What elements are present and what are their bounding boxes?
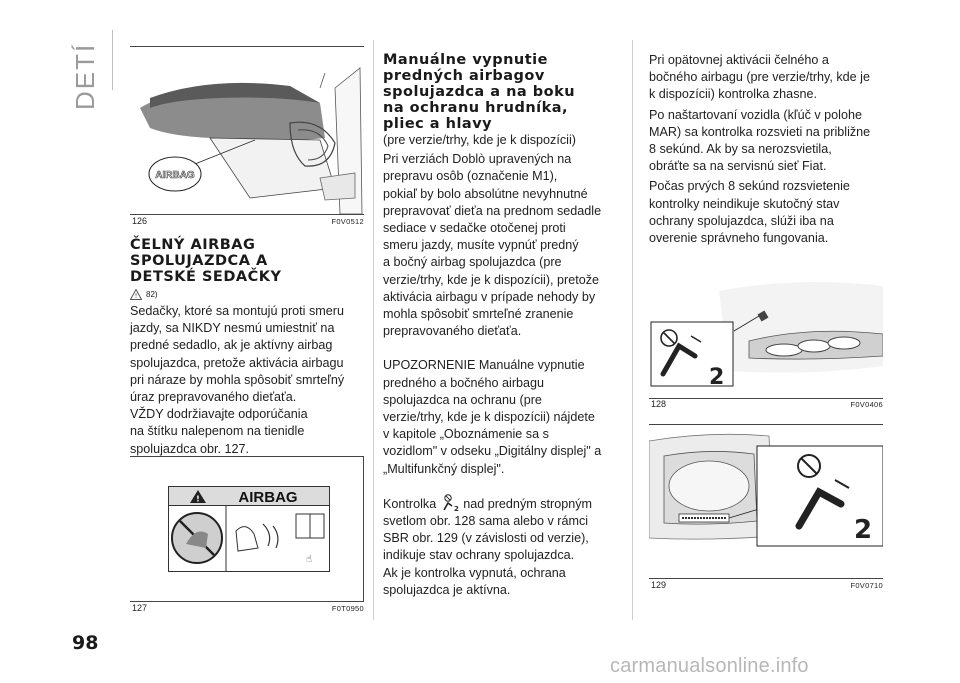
text-line: kontrolky neindikuje skutočný stav	[649, 196, 840, 211]
figure-129	[649, 424, 883, 594]
dashboard-illustration	[130, 48, 364, 214]
text-line: verzie/trhy, kde je k dispozícii) nájdete	[383, 410, 595, 425]
svg-text:2: 2	[453, 504, 459, 512]
section-heading	[383, 52, 621, 132]
text-line: pri náraze by mohla spôsobiť smrteľný	[130, 372, 345, 387]
text-line: mohla spôsobiť smrteľné zranenie	[383, 307, 574, 322]
figure-code: F0V0512	[331, 217, 364, 226]
text-line: Pri opätovnej aktivácii čelného a	[649, 53, 829, 67]
paragraph	[649, 52, 881, 104]
text-line: prepravovať dieťa na prednom sedadle	[383, 203, 602, 218]
figure-number: 126	[132, 216, 148, 226]
warning-ref-number: 82)	[146, 290, 158, 299]
text-line: obráťte sa na servisnú sieť Fiat.	[649, 159, 827, 174]
heading-line: SPOLUJAZDCA A	[130, 253, 268, 269]
text-line: úraz prepravovaného dieťaťa.	[130, 390, 297, 405]
tab-divider	[112, 30, 113, 90]
text-line: 8 sekúnd. Ak by sa nerozsvietila,	[649, 142, 832, 157]
paragraph	[130, 303, 362, 406]
text-line: Sedačky, ktoré sa montujú proti smeru	[130, 304, 344, 318]
section-tab	[52, 30, 112, 110]
paragraph	[383, 151, 621, 340]
paragraph	[383, 357, 621, 477]
text-line: v kapitole „Oboznámenie sa s	[383, 427, 549, 442]
page-number: 98	[72, 632, 99, 654]
text-line: predné sedadlo, ak je aktívny airbag	[130, 338, 333, 353]
text-line: UPOZORNENIE Manuálne vypnutie	[383, 358, 585, 373]
column-divider	[373, 40, 374, 620]
airbag-warning-label	[168, 486, 330, 572]
text-line: spolujazdca, pretože aktivácia airbagu	[130, 355, 344, 370]
figure-number: 128	[651, 399, 667, 409]
figure-128	[649, 246, 883, 412]
text-line: sediace v sedačke otočenej proti	[383, 221, 566, 236]
text-line: prepravu osôb (označenie M1),	[383, 169, 558, 184]
overhead-light-illustration	[649, 246, 883, 398]
text-line: SBR obr. 129 (v závislosti od verzie),	[383, 531, 589, 546]
text-line: Po naštartovaní vozidla (kľúč v polohe	[649, 107, 862, 122]
figure-code: F0V0710	[850, 581, 883, 590]
paragraph	[130, 406, 362, 458]
paragraph	[383, 132, 621, 149]
heading-line: na ochranu hrudníka,	[383, 100, 569, 116]
warning-reference	[130, 289, 362, 300]
figure-127	[130, 456, 364, 618]
text-line: indikuje stav ochrany spolujazdca.	[383, 548, 575, 563]
text-line: na štítku nalepenom na tienidle	[130, 424, 305, 439]
heading-line: Manuálne vypnutie	[383, 52, 548, 68]
heading-line: ČELNÝ AIRBAG	[130, 237, 256, 253]
sbr-display-illustration	[649, 426, 883, 578]
text-line: spolujazdca obr. 127.	[130, 441, 250, 456]
text-line: vozidlom" v odseku „Digitálny displej" a	[383, 444, 602, 459]
text-line: prepravovaného dieťaťa.	[383, 324, 522, 339]
figure-128-digit: 2	[709, 365, 725, 390]
text-line: bočného airbagu (pre verzie/trhy, kde je	[649, 70, 870, 85]
text-line: Ak je kontrolka vypnutá, ochrana	[383, 565, 566, 580]
text-line: Kontrolka	[383, 496, 437, 511]
text-line: VŽDY dodržiavajte odporúčania	[130, 407, 308, 422]
paragraph	[383, 494, 621, 599]
warning-triangle-icon	[130, 289, 142, 300]
text-line: svetlom obr. 128 sama alebo v rámci	[383, 514, 589, 529]
text-line: spolujazdca na ochranu (pre	[383, 392, 542, 407]
svg-text:☝: ☝	[306, 554, 313, 565]
text-line: a bočný airbag spolujazdca (pre	[383, 255, 562, 270]
figure-code: F0V0406	[850, 400, 883, 409]
airbag-off-warning-icon	[440, 494, 460, 512]
figure-number: 127	[132, 603, 148, 613]
text-line: pokiaľ by bolo absolútne nevyhnutné	[383, 186, 588, 201]
svg-text:!: !	[134, 292, 138, 300]
text-line: predného a bočného airbagu	[383, 375, 545, 390]
figure-129-digit: 2	[854, 515, 873, 545]
text-line: (pre verzie/trhy, kde je k dispozícii)	[383, 133, 576, 147]
column-divider	[632, 40, 633, 620]
text-line: smeru jazdy, musíte vypnúť predný	[383, 238, 579, 253]
section-heading	[130, 237, 362, 285]
watermark: carmanualsonline.info	[610, 655, 809, 677]
figure-code: F0T0950	[331, 604, 364, 613]
text-line: aktivácia airbagu v prípade nehody by	[383, 289, 596, 304]
text-line: k dispozícii) kontrolka zhasne.	[649, 87, 817, 102]
heading-line: spolujazdca a na boku	[383, 84, 576, 100]
text-line: „Multifunkčný displej".	[383, 461, 505, 476]
text-line: jazdy, sa NIKDY nesmú umiestniť na	[130, 321, 335, 336]
figure-126-badge: AIRBAG	[155, 170, 195, 181]
text-line: nad predným stropným	[463, 496, 593, 511]
heading-line: DETSKÉ SEDAČKY	[130, 269, 282, 285]
label-title: AIRBAG	[238, 489, 298, 506]
section-tab-label: DETÍ	[70, 42, 100, 110]
figure-number: 129	[651, 580, 667, 590]
text-line: overenie správneho fungovania.	[649, 231, 829, 246]
paragraph	[649, 178, 881, 247]
paragraph	[649, 107, 881, 176]
heading-line: pliec a hlavy	[383, 116, 493, 132]
heading-line: predných airbagov	[383, 68, 545, 84]
text-line: Počas prvých 8 sekúnd rozsvietenie	[649, 179, 850, 194]
svg-text:!: !	[196, 494, 200, 504]
text-line: Pri verziách Doblò upravených na	[383, 152, 572, 167]
text-line: ochrany spolujazdca, slúži iba na	[649, 213, 834, 228]
text-line: MAR) sa kontrolka rozsvieti na približne	[649, 124, 871, 139]
text-line: spolujazdca je aktívna.	[383, 582, 511, 597]
figure-126	[130, 46, 364, 228]
text-line: verzie/trhy, kde je k dispozícii), pretože	[383, 272, 600, 287]
